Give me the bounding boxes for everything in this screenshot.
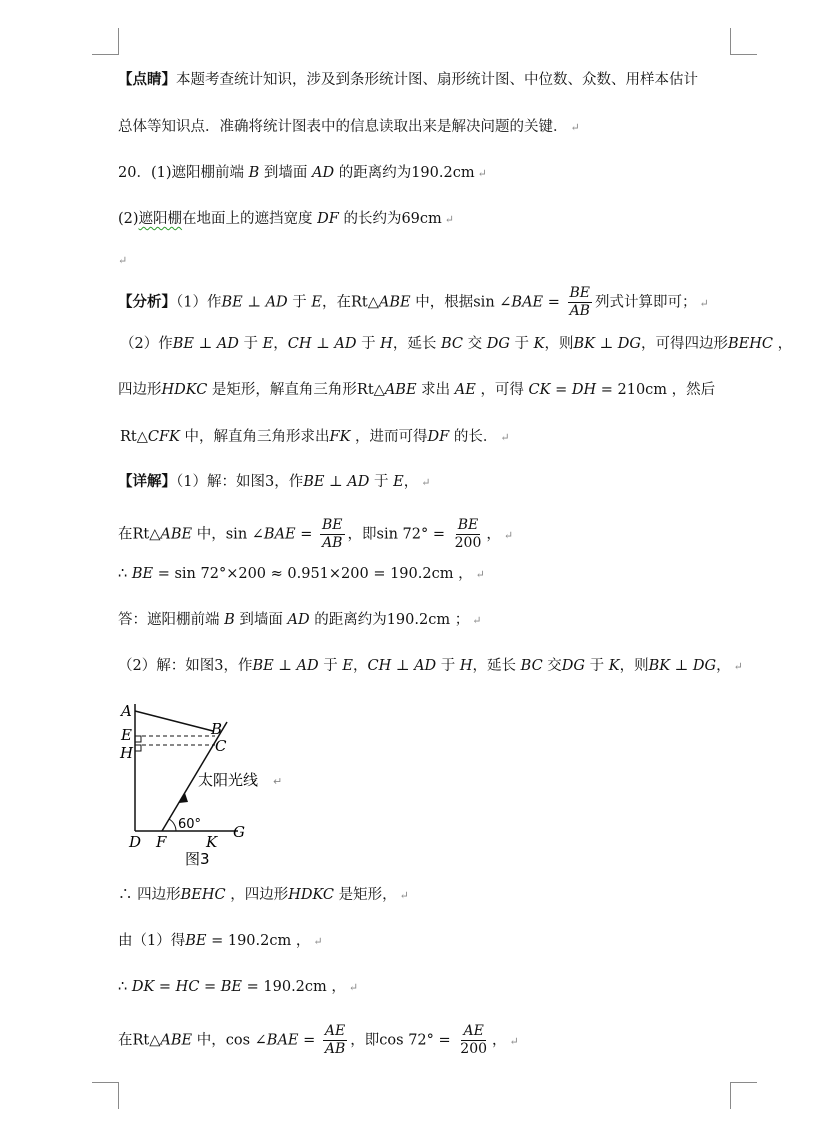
figure-caption: 图3 (185, 850, 210, 868)
detail-line-8: ∴ DK = HC = BE = 190.2cm ， ↵ (118, 979, 359, 995)
comment-line-1: 【点睛】本题考查统计知识，涉及到条形统计图、扇形统计图、中位数、众数、用样本估计 (118, 71, 698, 88)
right-angle-mark-h (135, 745, 141, 751)
comment-tag: 【点睛】 (118, 71, 176, 88)
detail-tag: 【详解】 (118, 473, 176, 490)
spellcheck-underlined-word: 遮阳棚 (138, 211, 183, 227)
corner-mark-top-right (730, 28, 757, 55)
detail-line-6: ∴ 四边形BEHC ，四边形HDKC 是矩形， ↵ (118, 887, 409, 903)
answer-line-1: 20．(1)遮阳棚前端 B 到墙面 AD 的距离约为190.2cm ↵ (118, 165, 487, 181)
sunlight-label: 太阳光线 (198, 771, 259, 789)
label-f: F (156, 833, 167, 851)
corner-mark-bottom-left (92, 1082, 119, 1109)
detail-line-4: 答：遮阳棚前端 B 到墙面 AD 的距离约为190.2cm ； ↵ (118, 612, 482, 628)
fraction: $\frac{AE}{200}$ (460, 1023, 488, 1057)
label-g: G (233, 823, 245, 841)
label-b: B (211, 720, 223, 738)
fraction: $\frac{AE}{AB}$ (324, 1023, 346, 1057)
detail-line-5: （2）解：如图3，作BE ⊥ AD 于 E，CH ⊥ AD 于 H，延长 BC 交DG 于 K，则BK ⊥ DG， ↵ (118, 658, 743, 674)
label-k: K (206, 833, 218, 851)
detail-line-1: 【详解】（1）解：如图3，作BE ⊥ AD 于 E， ↵ (118, 473, 431, 490)
fraction: $\frac{BE}{200}$ (454, 517, 482, 551)
analysis-line-2: （2）作BE ⊥ AD 于 E，CH ⊥ AD 于 H，延长 BC 交 DG 于 K，则BK ⊥ DG，可得四边形BEHC ， (120, 336, 793, 352)
awning-line-ab (135, 711, 213, 731)
label-c: C (215, 737, 227, 755)
analysis-line-3: 四边形HDKC 是矩形，解直角三角形Rt△ABE 求出 AE ，可得 CK = DH = 210cm ，然后 (118, 382, 716, 398)
comment-line-2: 总体等知识点．准确将统计图表中的信息读取出来是解决问题的关键． ↵ (118, 119, 580, 135)
figure-3-diagram (112, 692, 287, 870)
analysis-line-4: Rt△CFK 中，解直角三角形求出FK ，进而可得DF 的长． ↵ (120, 429, 510, 445)
empty-paragraph: ↵ (118, 254, 128, 267)
right-angle-mark-e (135, 736, 141, 742)
detail-line-7: 由（1）得BE = 190.2cm ， ↵ (118, 933, 323, 949)
label-d: D (129, 833, 142, 851)
fraction: $\frac{BE}{AB}$ (322, 517, 343, 551)
answer-line-2: (2)遮阳棚在地面上的遮挡宽度 DF 的长约为69cm ↵ (118, 211, 454, 227)
label-h: H (120, 744, 134, 762)
angle-label: 60° (178, 817, 202, 832)
detail-line-9: 在Rt△ABE 中，cos ∠BAE = $\frac{AE}{AB}$ ，即cos 72° = $\frac{AE}{200}$ ， ↵ (118, 1023, 519, 1057)
corner-mark-bottom-right (730, 1082, 757, 1109)
fraction: $\frac{BE}{AB}$ (569, 285, 591, 319)
angle-arc (169, 819, 176, 831)
label-e: E (121, 726, 132, 744)
detail-line-2: 在Rt△ABE 中，sin ∠BAE = $\frac{BE}{AB}$ ，即sin 72° = $\frac{BE}{200}$ ， ↵ (118, 517, 514, 551)
svg-text:↵: ↵ (273, 775, 283, 788)
detail-line-3: ∴ BE = sin 72°×200 ≈ 0.951×200 = 190.2cm ， ↵ (118, 566, 485, 582)
label-a: A (121, 702, 132, 720)
paragraph-mark: ↵ (570, 121, 580, 134)
analysis-tag: 【分析】 (118, 293, 176, 311)
analysis-line-1: 【分析】（1）作BE ⊥ AD 于 E，在Rt△ABE 中，根据sin ∠BAE = $\frac{BE}{AB}$ 列式计算即可； ↵ (118, 285, 709, 319)
corner-mark-top-left (92, 28, 119, 55)
